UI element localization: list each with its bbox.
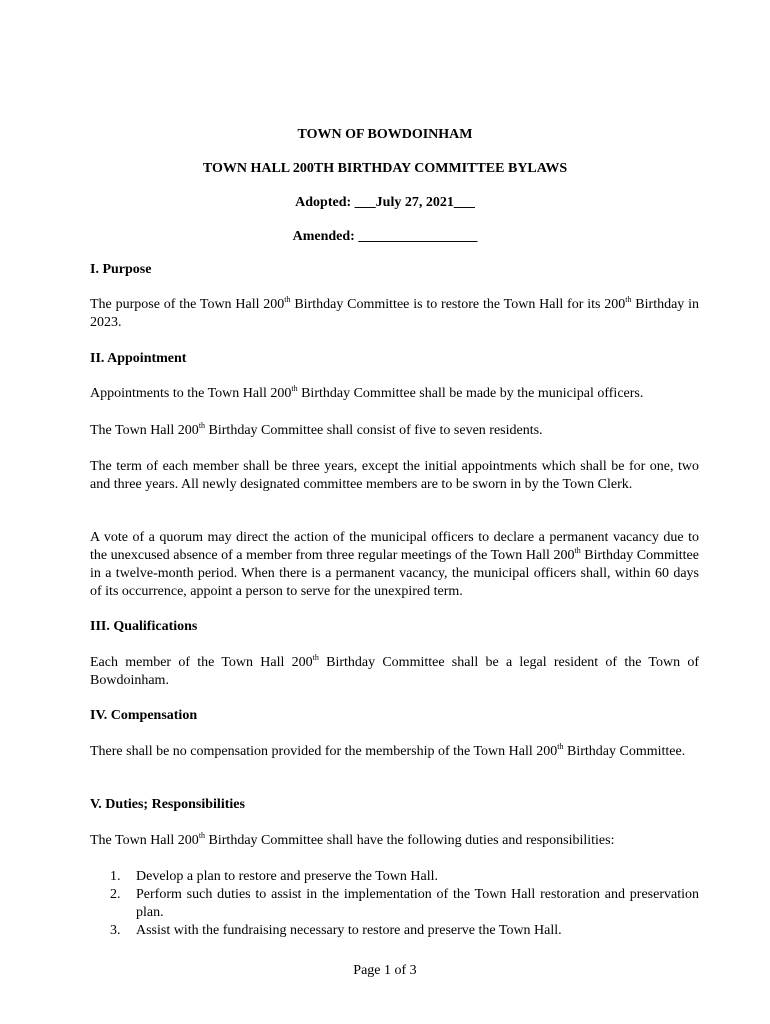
amended-value: _________________ [358, 229, 478, 244]
adopted-label: Adopted: [295, 195, 352, 210]
adopted-line [0, 194, 770, 212]
duties-list [110, 868, 699, 940]
appointment-paragraph-4: A vote of a quorum may direct the action of the municipal officers to declare a permanent vacancy due to the unexcused absence of a member from three regular meetings of the Town Hall 200th Birthday Committee in a twelve-month period. When there is a permanent vacancy, the municipal officers shall, within 60 days of its occurrence, appoint a person to serve for the unexpired term. [90, 530, 699, 599]
document-title: TOWN HALL 200TH BIRTHDAY COMMITTEE BYLAWS [202, 161, 568, 176]
amended-line [0, 228, 770, 246]
page-number: Page 1 of 3 [353, 963, 417, 978]
amended-label: Amended: [292, 229, 355, 244]
duties-intro-paragraph: The Town Hall 200th Birthday Committee shall have the following duties and responsibilities: [90, 831, 615, 848]
appointment-paragraph-1: Appointments to the Town Hall 200th Birthday Committee shall be made by the municipal officers. [90, 384, 644, 401]
compensation-paragraph: There shall be no compensation provided for the membership of the Town Hall 200th Birthday Committee. [90, 742, 686, 759]
adopted-value: ___July 27, 2021___ [354, 195, 475, 210]
section-heading-appointment: II. Appointment [90, 351, 187, 366]
purpose-paragraph: The purpose of the Town Hall 200th Birthday Committee is to restore the Town Hall for its 200th Birthday in 2023. [90, 295, 700, 330]
section-heading-duties: V. Duties; Responsibilities [90, 797, 245, 812]
appointment-paragraph-2: The Town Hall 200th Birthday Committee shall consist of five to seven residents. [90, 421, 543, 438]
appointment-paragraph-3: The term of each member shall be three years, except the initial appointments which shall be for one, two and three years. All newly designated committee members are to be sworn in by the Town Clerk. [90, 459, 699, 492]
list-item: 3. Assist with the fundraising necessary to restore and preserve the Town Hall. [110, 923, 562, 938]
list-item: 1. Develop a plan to restore and preserve the Town Hall. [110, 869, 438, 884]
section-heading-purpose: I. Purpose [90, 262, 152, 277]
list-item: 2. Perform such duties to assist in the implementation of the Town Hall restoration and preservation plan. [110, 887, 699, 920]
section-heading-compensation: IV. Compensation [90, 708, 198, 723]
qualifications-paragraph: Each member of the Town Hall 200th Birthday Committee shall be a legal resident of the Town of Bowdoinham. [90, 653, 699, 688]
section-heading-qualifications: III. Qualifications [90, 619, 198, 634]
org-name: TOWN OF BOWDOINHAM [297, 127, 473, 142]
